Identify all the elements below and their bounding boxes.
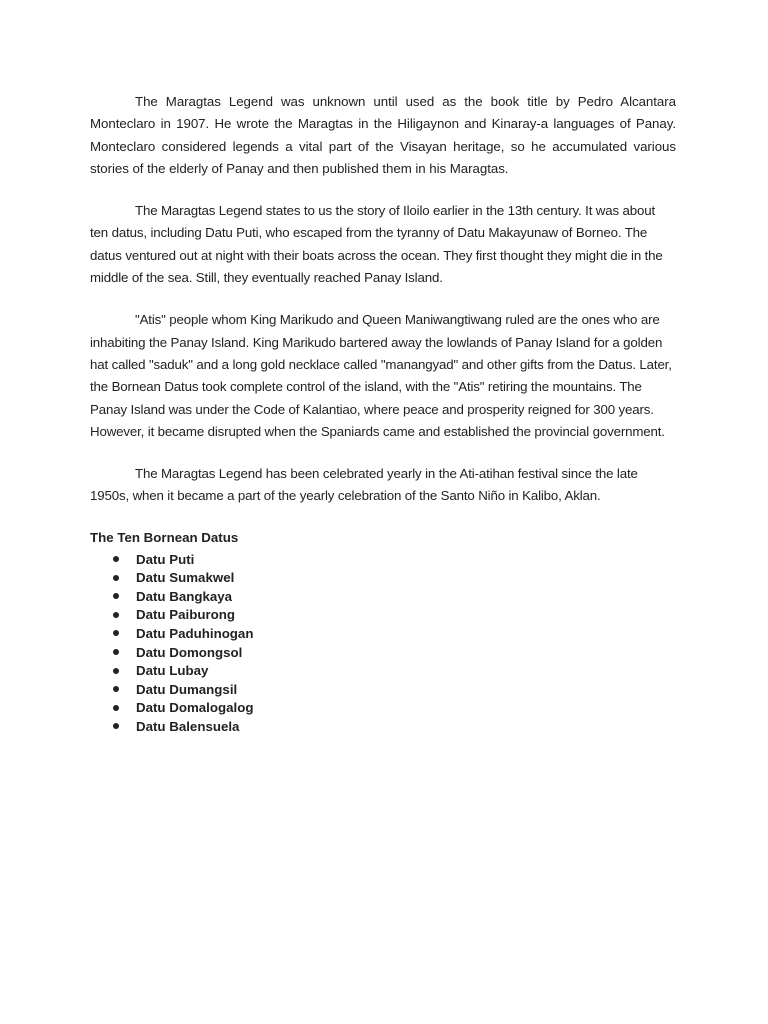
list-item [90,606,676,625]
document-page [90,91,676,736]
datu-name: Datu Lubay [136,663,209,679]
bullet-icon [113,649,119,655]
datu-name: Datu Bangkaya [136,588,233,604]
paragraph-monteclaro: The Maragtas Legend was unknown until used as the book title by Pedro Alcantara Monteclaro in 1907. He wrote the Maragtas in the Hiligaynon and Kinaray-a languages of Panay. Monteclaro considered legends a vital part of the Visayan heritage, so he accumulated various stories of the elderly of Panay and then published them in his Maragtas. [90,94,676,176]
bullet-icon [113,630,119,636]
bullet-icon [113,556,119,562]
list-item [90,699,676,718]
datu-name: Datu Dumangsil [136,681,238,697]
datu-name: Datu Sumakwel [136,570,235,586]
datu-name: Datu Paiburong [136,607,235,623]
datu-name: Datu Puti [136,551,195,567]
datus-list-heading: The Ten Bornean Datus [90,529,239,545]
paragraph-datus-escape: The Maragtas Legend states to us the story of Iloilo earlier in the 13th century. It was about ten datus, including Datu Puti, who escaped from the tyranny of Datu Makayunaw of Borneo. The datus ventured out at night with their boats across the ocean. They first thought they might die in the middle of the sea. Still, they eventually reached Panay Island. [90,203,663,286]
bullet-icon [113,668,119,674]
list-item [90,568,676,587]
bullet-icon [113,686,119,692]
list-item [90,624,676,643]
list-item [90,550,676,569]
list-item [90,717,676,736]
bullet-icon [113,593,119,599]
datu-name: Datu Domalogalog [136,700,254,716]
datu-name: Datu Paduhinogan [136,625,254,641]
datu-name: Datu Balensuela [136,718,240,734]
bullet-icon [113,575,119,581]
list-item [90,643,676,662]
datus-list [90,550,676,736]
datu-name: Datu Domongsol [136,644,243,660]
list-item [90,661,676,680]
bullet-icon [113,705,119,711]
bullet-icon [113,723,119,729]
paragraph-atis: "Atis" people whom King Marikudo and Queen Maniwangtiwang ruled are the ones who are inhabiting the Panay Island. King Marikudo bartered away the lowlands of Panay Island for a golden hat called "saduk" and a long gold necklace called "manangyad" and other gifts from the Datus. Later, the Bornean Datus took complete control of the island, with the "Atis" retiring the mountains. The Panay Island was under the Code of Kalantiao, where peace and prosperity reigned for 300 years. However, it became disrupted when the Spaniards came and established the provincial government. [90,312,672,439]
paragraph-ati-atihan: The Maragtas Legend has been celebrated yearly in the Ati-atihan festival since the late 1950s, when it became a part of the yearly celebration of the Santo Niño in Kalibo, Aklan. [90,466,638,504]
bullet-icon [113,612,119,618]
list-item [90,680,676,699]
list-item [90,587,676,606]
